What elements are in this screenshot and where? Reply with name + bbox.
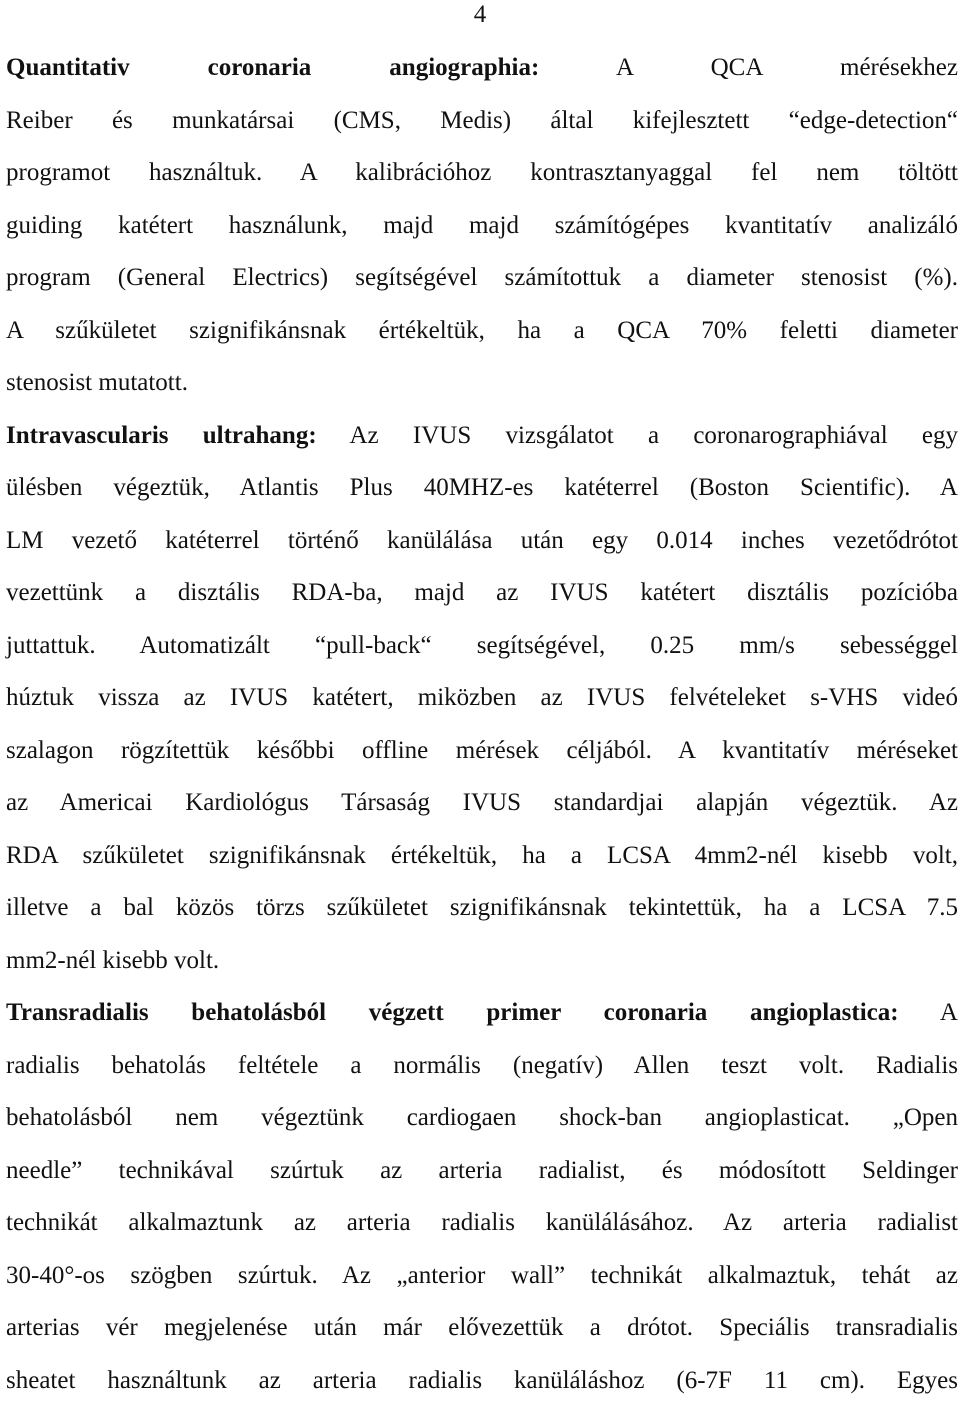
text-line [6,941,958,981]
text-line [6,1256,958,1296]
text-line [6,1151,958,1191]
line-text: szalagon rögzítettük későbbi offline mérések céljából. A kvantitatív méréseket [6,736,958,764]
line-text: A [898,999,958,1026]
line-text: mm2-nél kisebb volt. [6,946,220,974]
line-text: Reiber és munkatársai (CMS, Medis) által kifejlesztett “edge-detection“ [6,106,958,134]
line-text: program (General Electrics) segítségével számítottuk a diameter stenosist (%). [6,264,958,291]
text-line [6,521,958,561]
text-line [6,888,958,928]
line-text: juttattuk. Automatizált “pull-back“ segítségével, 0.25 mm/s sebességgel [6,631,958,659]
line-text: programot használtuk. A kalibrációhoz kontrasztanyaggal fel nem töltött [6,159,958,186]
page-number: 4 [473,1,487,28]
line-text: vezettünk a disztális RDA-ba, majd az IVUS katétert disztális pozícióba [6,579,958,606]
line-text: behatolásból nem végeztünk cardiogaen shock-ban angioplasticat. „Open [6,1104,958,1131]
section-heading: Intravascularis ultrahang: [6,421,317,449]
text-line [6,416,958,456]
text-line [6,206,958,246]
line-text: technikát alkalmaztunk az arteria radialis kanülálásához. Az arteria radialist [6,1209,958,1236]
text-line [6,1046,958,1086]
line-text: guiding katétert használunk, majd majd számítógépes kvantitatív analizáló [6,211,958,239]
line-text: arterias vér megjelenése után már elővezettük a drótot. Speciális transradialis [6,1314,958,1341]
line-text: radialis behatolás feltétele a normális (negatív) Allen teszt volt. Radialis [6,1051,958,1079]
line-text: ülésben végeztük, Atlantis Plus 40MHZ-es katéterrel (Boston Scientific). A [6,474,958,501]
line-text: LM vezető katéterrel történő kanülálása után egy 0.014 inches vezetődrótot [6,526,958,554]
text-line [6,783,958,823]
text-line [6,1308,958,1348]
line-text: A szűkületet szignifikánsnak értékeltük, ha a QCA 70% feletti diameter [6,316,958,344]
text-line [6,1203,958,1243]
section-heading: Transradialis behatolásból végzett primer coronaria angioplastica: [6,999,899,1026]
line-text: Az IVUS vizsgálatot a coronarographiával egy [316,421,958,449]
line-text: az Americai Kardiológus Társaság IVUS standardjai alapján végeztük. Az [6,789,958,816]
text-line [6,101,958,141]
line-text: illetve a bal közös törzs szűkületet szignifikánsnak tekintettük, ha a LCSA 7.5 [6,894,958,921]
line-text: 30-40°-os szögben szúrtuk. Az „anterior wall” technikát alkalmaztuk, tehát az [6,1261,958,1289]
text-line [6,1361,958,1401]
line-text: sheatet használtunk az arteria radialis kanüláláshoz (6-7F 11 cm). Egyes [6,1366,958,1394]
text-line [6,311,958,351]
text-line [6,48,958,88]
text-line [6,363,958,403]
line-text: needle” technikával szúrtuk az arteria radialist, és módosított Seldinger [6,1156,958,1184]
line-text: A QCA mérésekhez [539,54,958,81]
text-line [6,258,958,298]
line-text: húztuk vissza az IVUS katétert, miközben az IVUS felvételeket s-VHS videó [6,684,958,711]
text-line [6,836,958,876]
text-line [6,626,958,666]
line-text: stenosist mutatott. [6,369,188,396]
text-line [6,153,958,193]
text-line [6,731,958,771]
text-line [6,678,958,718]
text-line [6,468,958,508]
text-line [6,993,958,1033]
text-line [6,573,958,613]
section-heading: Quantitativ coronaria angiographia: [6,54,540,81]
line-text: RDA szűkületet szignifikánsnak értékeltük, ha a LCSA 4mm2-nél kisebb volt, [6,841,958,869]
text-line [6,1098,958,1138]
